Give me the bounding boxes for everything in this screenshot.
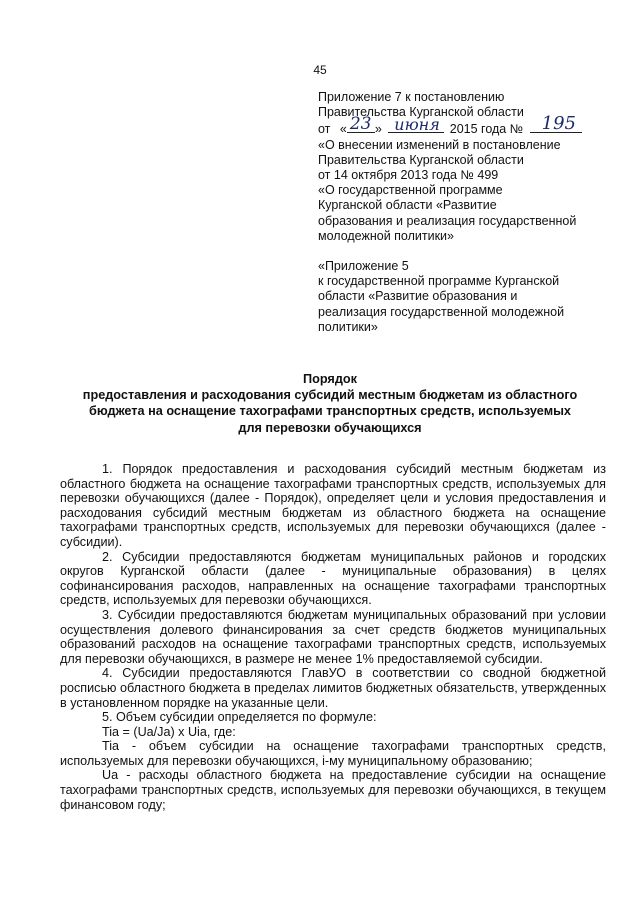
appendix-line: молодежной политики»	[318, 228, 454, 243]
paragraph-5: 5. Объем субсидии определяется по формуле:	[102, 710, 377, 725]
quote-open: «	[339, 122, 347, 137]
handwritten-month: июня	[394, 115, 440, 135]
title-line: Порядок	[302, 372, 357, 386]
paragraph-3: 3. Субсидии предоставляются бюджетам муниципальных образований при условии осуществления долевого финансирования за счет средств бюджетов муниципальных образований расходов на оснащение тахографами транспортных средств, используемых для перевозки обучающихся, в размере не менее 1% предоставляемой субсидии.	[60, 607, 606, 666]
title-line: бюджета на оснащение тахографами транспортных средств, используемых	[89, 404, 571, 419]
paragraph-1: 1. Порядок предоставления и расходования субсидий местным бюджетам из областного бюджета на оснащение тахографами транспортных средств, используемых для перевозки обучающихся (далее - Порядок), определяет цели и условия предоставления и расходования субсидий местным бюджетам из областного бюджета на оснащение тахографами транспортных средств, используемых для перевозки обучающихся (далее - субсидии).	[60, 462, 606, 549]
month-field	[388, 115, 444, 135]
appendix5-line: реализация государственной молодежной	[318, 304, 565, 319]
handwritten-number: 195	[541, 113, 576, 135]
appendix-line: Курганской области «Развитие	[318, 198, 497, 213]
appendix-line: от 14 октября 2013 года № 499	[318, 168, 499, 183]
formula: Tia = (Ua/Ja) x Uia, где:	[102, 724, 236, 739]
appendix-line: «О государственной программе	[318, 183, 503, 198]
paragraph-2: 2. Субсидии предоставляются бюджетам муниципальных районов и городских округов Курганской области (далее - муниципальные образования) в целях софинансирования расходов, направленных на оснащение тахографами транспортных средств, используемых для перевозки обучающихся.	[60, 549, 606, 608]
year-text: 2015 года №	[449, 122, 524, 137]
spacer	[318, 244, 618, 259]
appendix-date-line	[318, 113, 618, 137]
definition-ua: Ua - расходы областного бюджета на предоставление субсидии на оснащение тахографами транспортных средств, используемых для перевозки обучающихся, в текущем финансовом году;	[60, 768, 606, 812]
number-field	[530, 113, 582, 135]
appendix5-line: области «Развитие образования и	[318, 289, 518, 304]
page-number: 45	[313, 63, 327, 77]
document-body	[60, 462, 606, 812]
document-title	[60, 371, 600, 436]
handwritten-day: 23	[349, 114, 372, 135]
definition-tia: Tia - объем субсидии на оснащение тахографами транспортных средств, используемых для перевозки обучающихся, i-му муниципальному образованию;	[60, 739, 606, 768]
appendix-line: образования и реализация государственной	[318, 213, 577, 228]
paragraph-4: 4. Субсидии предоставляются ГлавУО в соответствии со сводной бюджетной росписью областного бюджета в пределах лимитов бюджетных обязательств, утвержденных в установленном порядке на указанные цели.	[60, 666, 606, 710]
title-line: для перевозки обучающихся	[238, 420, 422, 435]
quote-close: »	[374, 122, 382, 137]
day-field	[347, 114, 375, 135]
date-prefix: от	[318, 122, 331, 137]
appendix5-line: к государственной программе Курганской	[318, 274, 560, 289]
appendix-line: «О внесении изменений в постановление	[318, 137, 561, 152]
appendix-line: Правительства Курганской области	[318, 152, 524, 167]
appendix5-line: политики»	[318, 319, 378, 334]
title-line: предоставления и расходования субсидий местным бюджетам из областного	[82, 388, 578, 403]
appendix-header	[318, 90, 618, 335]
appendix5-line: «Приложение 5	[318, 259, 409, 274]
appendix-line: Правительства Курганской области	[318, 105, 524, 120]
appendix-line: Приложение 7 к постановлению	[318, 90, 505, 104]
